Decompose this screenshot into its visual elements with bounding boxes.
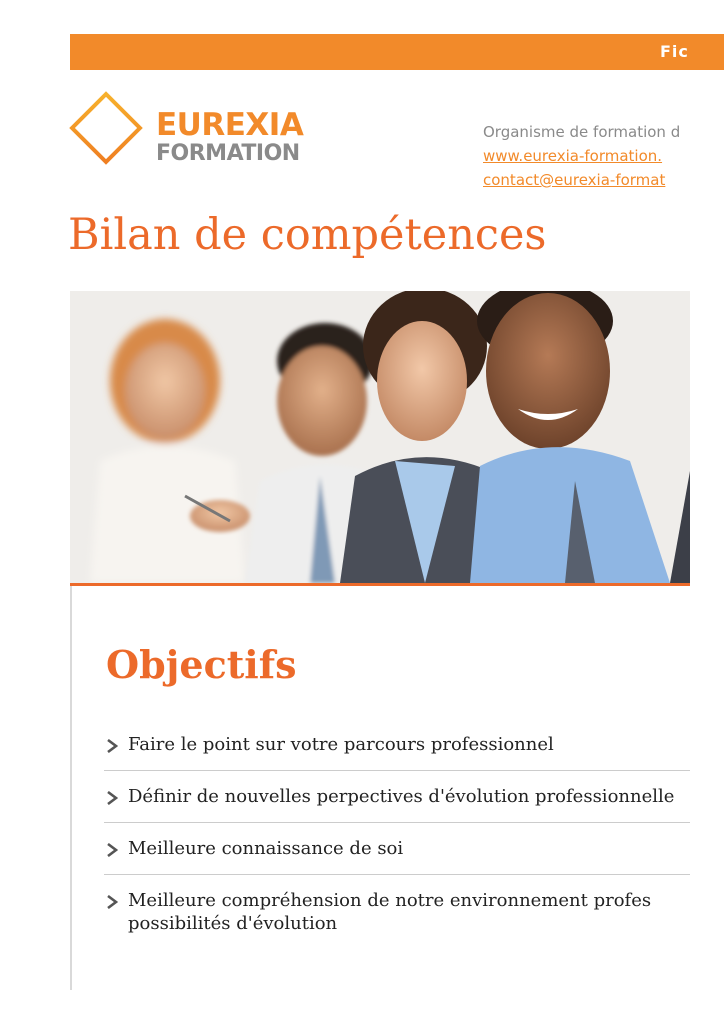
organisation-tagline: Organisme de formation d xyxy=(483,123,681,141)
header-bar-text: Fic xyxy=(660,42,689,61)
logo-wordmark-secondary: FORMATION xyxy=(156,141,300,166)
chevron-right-icon xyxy=(106,791,118,805)
chevron-right-icon xyxy=(106,895,118,909)
objectives-list xyxy=(104,733,690,935)
list-divider xyxy=(104,822,690,823)
list-item xyxy=(104,889,690,935)
objective-text: Meilleure compréhension de notre environnement profes possibilités d'évolution xyxy=(128,890,652,934)
list-divider xyxy=(104,874,690,875)
chevron-right-icon xyxy=(106,843,118,857)
section-left-rule xyxy=(70,586,72,990)
hero-divider xyxy=(70,583,690,586)
list-item xyxy=(104,733,690,756)
contact-block xyxy=(483,120,690,192)
list-item xyxy=(104,785,690,808)
objective-text: Faire le point sur votre parcours professionnel xyxy=(128,734,554,755)
website-link[interactable]: www.eurexia-formation. xyxy=(483,147,663,165)
objective-text: Meilleure connaissance de soi xyxy=(128,838,404,859)
objectives-title: Objectifs xyxy=(106,642,297,687)
email-link[interactable]: contact@eurexia-format xyxy=(483,171,666,189)
hero-photo xyxy=(70,291,690,583)
header-bar xyxy=(70,34,724,70)
list-divider xyxy=(104,770,690,771)
objective-text: Définir de nouvelles perpectives d'évolution professionnelle xyxy=(128,786,675,807)
document-title: Bilan de compétences xyxy=(68,210,547,260)
eurexia-logo-icon xyxy=(68,90,144,166)
list-item xyxy=(104,837,690,860)
chevron-right-icon xyxy=(106,739,118,753)
business-team-photo-icon xyxy=(70,291,690,583)
logo-wordmark-primary: EUREXIA xyxy=(156,107,304,143)
